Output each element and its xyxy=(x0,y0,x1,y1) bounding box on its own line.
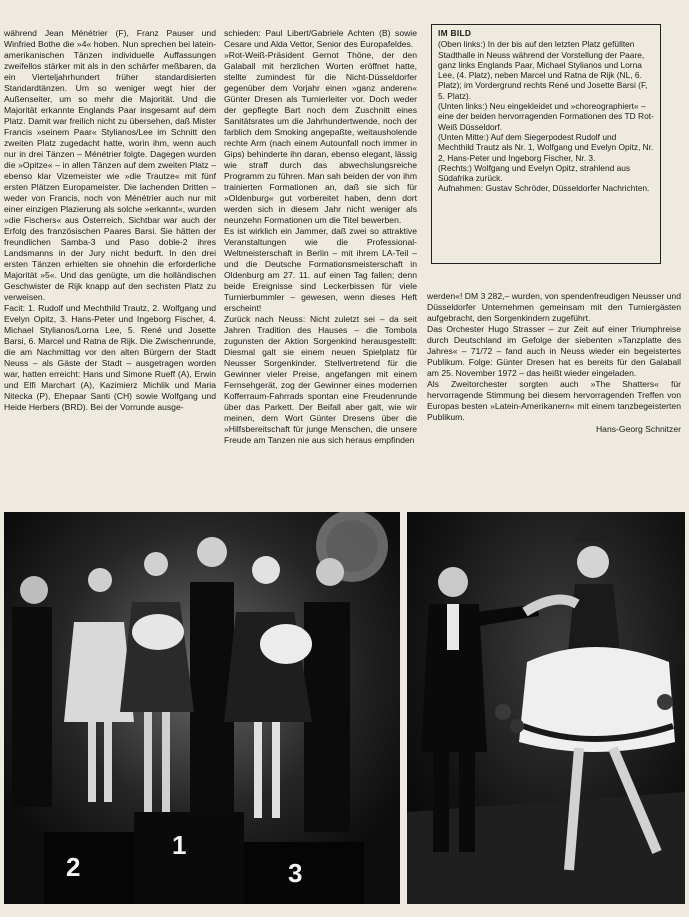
article-paragraph: »Rot-Weiß-Präsident Gernot Thöne, der den Galaball mit herzlichen Worten eröffnet hatte, stellte zumindest für die Nicht-Düsseldorfer gegenüber dem Vorjahr einen »ganz anderen« Günter Dresen als Turnierleiter vor. Doch weder der gepflegte Bart noch dem Zuschnitt eines Sanitätsrates um die Jahrhundertwende, noch der farblich dem Smoking angepaßte, weitausholende rechte Arm (nach einem Autounfall noch immer in Gips) behinderte ihn daran, ebenso elegant, lässig wie straff durch das abwechslungsreiche Programm zu führen. Man sah beiden der von ihm trainierten Formationen an, daß sie sich für »Oldenburg« gut vorbereitet haben, denn dort werden sich in diesem Jahr nicht weniger als neunzehn Formationen um die Titel bewerben. xyxy=(224,50,417,225)
article-column-3 xyxy=(427,291,681,497)
im-bild-caption-box xyxy=(431,24,661,264)
article-column-1 xyxy=(4,28,216,502)
caption-line: (Unten links:) Neu eingekleidet und »choreographiert« – eine der beiden hervorragenden Formationen des TD Rot-Weiß Düsseldorf. xyxy=(438,101,654,132)
article-paragraph: während Jean Ménétrier (F), Franz Pauser und Winfried Bothe die »4« hoben. Nun sprechen bei latein-amerikanischen Tänzen individuelle Auffassungen zweifellos stärker mit als in den schärfer meßbaren, da ein Vierteljahrhundert früher standardisierten Standardtänzen. Um so weniger wegt hier der Außenseiter, um so mehr die Majorität. Und die Majorität erkannte Englands Paar insgesamt auf dem Platz. Damit war freilich nicht zu übersehen, daß Mister Francis »seinem Paar« Stylianos/Lee im Schnitt den zweiten Platz zugedacht hatte, worin ihm, wenn auch nur in drei Tänzen – Ménétrier folgte. Dagegen wurden die »Opitze« – in allen Tänzen auf dem zweiten Platz – ebenso klar Vizemeister wie »die Trautze« mit fünf ersten Plätzen Europameister. Die lachenden Dritten – weder von Francis, noch von Ménétrier auch nur mit einer einzigen Plazierung als solche »erkannt«, wurden »die Fischers« aus Österreich. Sichtbar war auch der Erfolg des französischen Paares Barsi. Sie hätten der freundlichen Samba-3 und Paso doble-2 ihres Landsmanns in der Jury nicht bedurft. In den drei ersten Tänzen erhielten sie ohnehin die erforderliche Majorität »5«. Und das genügte, um die holländischen Geschwister de Rijk knapp auf den sechsten Platz zu verweisen. xyxy=(4,28,216,302)
article-paragraph: Facit: 1. Rudolf und Mechthild Trautz, 2. Wolfgang und Evelyn Opitz, 3. Hans-Peter und Ingeborg Fischer, 4. Michael Stylianos/Lorna Lee, 5. René und Josette Barsi, 6. Marcel und Ratna de Rijk. Die Zwischenrunde, die am Nachmittag vor den alten Bürgern der Stadt Neuss – als Gäste der Stadt – ausgetragen worden war, hatten erreicht: Hans und Simone Rueff (A), Erwin und Elfi Marchart (A), Kazimierz Michlik und Maria Nitecka (P), Ehepaar Santi (CH) sowie Wolfgang und Heide Herbers (BRD). Bei der Vorrunde ausge- xyxy=(4,303,216,412)
dancing-couple-image xyxy=(407,512,685,904)
caption-line: (Rechts:) Wolfgang und Evelyn Opitz, strahlend aus Südafrika zurück. xyxy=(438,162,631,184)
article-paragraph: Es ist wirklich ein Jammer, daß zwei so attraktive Veranstaltungen wie die Professional-Weltmeisterschaft in Berlin – mit ihrem LA-Teil – und die Deutsche Formationsmeisterschaft in Oldenburg am 27. 11. auf einen Tag fallen; denn beide Ereignisse sind Leckerbissen für viele Turnierbummler – gewesen, wenn dieses Heft erscheint! xyxy=(224,226,417,313)
article-paragraph: Zurück nach Neuss: Nicht zuletzt sei – da seit Jahren Tradition des Hauses – die Tombola zugunsten der Aktion Sorgenkind herausgestellt: Diesmal galt sie einem neuen Spielplatz für Neusser Sorgenkinder. Stellvertretend für die Gewinner vieler Preise, angefangen mit einem Fernsehgerät, zog der Gewinner eines modernen Kofferraum-Fahrrads spontan eine Freudenrunde über das Parkett. Der Beifall aber galt, wie wir meinen, dem Wort Günter Dresens über die »Hilfsbereitschaft für junge Menschen, die unsere Freude am Tanzen nie aus sich heraus empfinden xyxy=(224,314,417,445)
podium-number-1: 1 xyxy=(172,830,187,860)
article-column-2 xyxy=(224,28,417,502)
article-paragraph: schieden: Paul Libert/Gabriele Achten (B) sowie Cesare und Alda Vettor, Senior des Europafeldes. xyxy=(224,28,417,49)
author-signature: Hans-Georg Schnitzer xyxy=(595,424,681,434)
caption-box-title: IM BILD xyxy=(438,28,472,38)
article-paragraph: Als Zweitorchester sorgten auch »The Shatters« für hervorragende Stimmung bei diesem hervorragenden Treffen von Europas besten »Latein-Amerikanern« mit einem tanzbegeisterten Publikum. xyxy=(427,379,681,422)
article-paragraph: werden«! DM 3 282,– wurden, von spendenfreudigen Neusser und Düsseldorfer Unternehmen gemeinsam mit den Turniergästen aufgebracht, den Sorgenkindern zugeführt. xyxy=(427,291,681,323)
podium-photo xyxy=(4,512,400,904)
podium-number-3: 3 xyxy=(288,858,303,888)
podium-number-2: 2 xyxy=(66,852,81,882)
dancing-couple-photo xyxy=(407,512,685,904)
article-paragraph: Das Orchester Hugo Strasser – zur Zeit auf einer Triumphreise durch Deutschland im Gefolge der siebenten »Tanzplatte des Jahres« – 71/72 – fand auch in Neuss wieder ein begeistertes Publikum. Folge: Günter Dresen hat es bereits für den Galaball am 25. November 1972 – das heißt wieder eingeladen. xyxy=(427,324,681,378)
podium-photo-image xyxy=(4,512,400,904)
caption-line: (Oben links:) In der bis auf den letzten Platz gefüllten Stadthalle in Neuss während der Vorstellung der Paare, ganz links Englands Paar, Michael Stylianos und Lorna Lee, (4. Platz), neben Marcel und Ratna de Rijk (NL, 6. Platz); im Vordergrund rechts René und Josette Barsi (F, 5. Platz). xyxy=(438,39,648,101)
caption-line: (Unten Mitte:) Auf dem Siegerpodest Rudolf und Mechthild Trautz als Nr. 1, Wolfgang und Evelyn Opitz, Nr. 2, Hans-Peter und Ingeborg Fischer, Nr. 3. xyxy=(438,131,654,163)
caption-line: Aufnahmen: Gustav Schröder, Düsseldorfer Nachrichten. xyxy=(438,183,650,194)
